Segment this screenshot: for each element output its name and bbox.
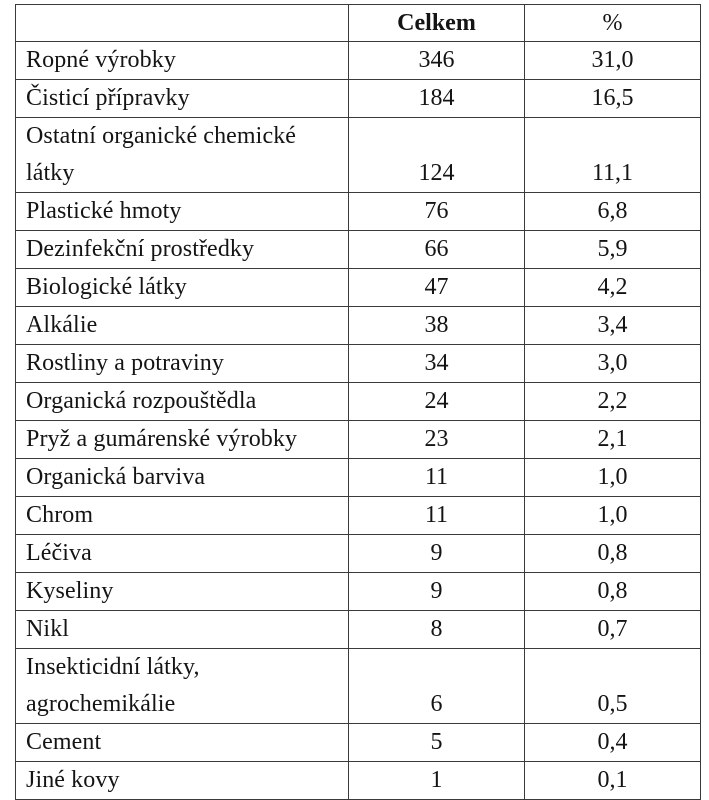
table-row — [16, 118, 701, 193]
table-row — [16, 383, 701, 421]
table-row — [16, 497, 701, 535]
table-row — [16, 611, 701, 649]
table-row — [16, 459, 701, 497]
table-row — [16, 573, 701, 611]
row-total-cell: 76 — [349, 193, 525, 231]
row-name-cell: Organická rozpouštědla — [16, 383, 349, 421]
row-percent-cell: 0,8 — [525, 535, 701, 573]
row-name-cell: Dezinfekční prostředky — [16, 231, 349, 269]
row-total-cell: 66 — [349, 231, 525, 269]
table-header-row — [16, 5, 701, 42]
row-percent-cell: 0,4 — [525, 724, 701, 762]
row-percent-cell: 0,7 — [525, 611, 701, 649]
table-row — [16, 80, 701, 118]
row-name-cell: Ostatní organické chemické látky — [16, 118, 349, 193]
row-name-cell: Chrom — [16, 497, 349, 535]
row-name-cell: Nikl — [16, 611, 349, 649]
row-total-cell: 47 — [349, 269, 525, 307]
row-percent-cell: 1,0 — [525, 497, 701, 535]
row-total-cell: 184 — [349, 80, 525, 118]
row-total-cell: 5 — [349, 724, 525, 762]
row-percent-cell: 4,2 — [525, 269, 701, 307]
row-percent-cell: 0,1 — [525, 762, 701, 800]
header-percent-cell: % — [525, 5, 701, 42]
row-percent-cell: 2,1 — [525, 421, 701, 459]
row-total-cell: 124 — [349, 118, 525, 193]
table-row — [16, 724, 701, 762]
row-percent-cell: 2,2 — [525, 383, 701, 421]
row-percent-cell: 3,0 — [525, 345, 701, 383]
row-percent-cell: 0,8 — [525, 573, 701, 611]
row-total-cell: 8 — [349, 611, 525, 649]
table-row — [16, 193, 701, 231]
table-row — [16, 269, 701, 307]
substances-table — [15, 4, 701, 800]
row-total-cell: 34 — [349, 345, 525, 383]
row-total-cell: 6 — [349, 649, 525, 724]
row-name-cell: Organická barviva — [16, 459, 349, 497]
row-percent-cell: 5,9 — [525, 231, 701, 269]
row-percent-cell: 16,5 — [525, 80, 701, 118]
row-total-cell: 9 — [349, 573, 525, 611]
table-row — [16, 345, 701, 383]
row-name-cell: Cement — [16, 724, 349, 762]
table-row — [16, 307, 701, 345]
row-total-cell: 38 — [349, 307, 525, 345]
row-percent-cell: 11,1 — [525, 118, 701, 193]
row-name-cell: Kyseliny — [16, 573, 349, 611]
table-row — [16, 421, 701, 459]
row-name-cell: Rostliny a potraviny — [16, 345, 349, 383]
table-row — [16, 535, 701, 573]
row-total-cell: 11 — [349, 459, 525, 497]
row-name-cell: Alkálie — [16, 307, 349, 345]
row-total-cell: 11 — [349, 497, 525, 535]
row-total-cell: 346 — [349, 42, 525, 80]
row-name-cell: Biologické látky — [16, 269, 349, 307]
row-percent-cell: 3,4 — [525, 307, 701, 345]
row-percent-cell: 31,0 — [525, 42, 701, 80]
table-row — [16, 42, 701, 80]
row-name-cell: Léčiva — [16, 535, 349, 573]
row-name-cell: Jiné kovy — [16, 762, 349, 800]
row-percent-cell: 0,5 — [525, 649, 701, 724]
row-total-cell: 23 — [349, 421, 525, 459]
table-row — [16, 649, 701, 724]
row-percent-cell: 1,0 — [525, 459, 701, 497]
row-name-cell: Ropné výrobky — [16, 42, 349, 80]
row-name-cell: Plastické hmoty — [16, 193, 349, 231]
table-row — [16, 231, 701, 269]
row-total-cell: 9 — [349, 535, 525, 573]
row-name-cell: Insekticidní látky, agrochemikálie — [16, 649, 349, 724]
row-total-cell: 1 — [349, 762, 525, 800]
header-name-cell — [16, 5, 349, 42]
row-name-cell: Čisticí přípravky — [16, 80, 349, 118]
table-row — [16, 762, 701, 800]
row-total-cell: 24 — [349, 383, 525, 421]
header-total-cell: Celkem — [349, 5, 525, 42]
row-name-cell: Pryž a gumárenské výrobky — [16, 421, 349, 459]
row-percent-cell: 6,8 — [525, 193, 701, 231]
